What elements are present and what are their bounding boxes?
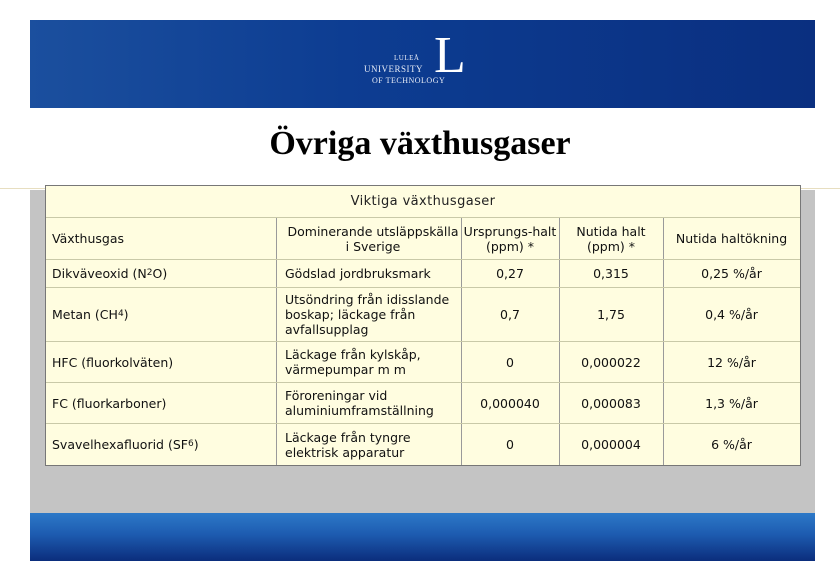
level-increase: 0,4 %/år — [705, 307, 758, 322]
table-row — [46, 260, 800, 287]
header-original: Ursprungs-halt (ppm) * — [463, 223, 557, 254]
logo-line-3: OF TECHNOLOGY — [372, 76, 446, 85]
original-level: 0 — [506, 354, 514, 370]
gas-name: Metan (CH 4 ) — [52, 307, 129, 322]
header-gas: Växthusgas — [52, 231, 125, 246]
header-increase: Nutida haltökning — [675, 231, 788, 246]
table-row — [46, 288, 800, 341]
table-header-row — [46, 218, 800, 259]
header-current: Nutida halt (ppm) * — [576, 223, 646, 254]
level-increase: 0,25 %/år — [701, 266, 762, 281]
logo-mark: L — [434, 27, 466, 84]
current-level: 1,75 — [597, 307, 625, 322]
gas-name: FC (fluorkarboner) — [52, 395, 167, 411]
university-logo — [360, 27, 490, 98]
emission-source: Läckage från kylskåp, värmepumpar m m — [285, 347, 421, 377]
original-level: 0,7 — [500, 307, 520, 322]
current-level: 0,000004 — [581, 437, 641, 452]
gas-name: Dikväveoxid (N 2 O) — [52, 266, 168, 281]
table-row — [46, 424, 800, 465]
current-level: 0,000022 — [581, 354, 641, 370]
original-level: 0 — [506, 437, 514, 452]
bottom-banner — [30, 513, 815, 561]
table-caption: Viktiga växthusgaser — [350, 194, 496, 209]
level-increase: 6 %/år — [711, 437, 752, 452]
emission-source: Föroreningar vid aluminiumframställning — [285, 388, 434, 418]
gas-name: Svavelhexafluorid (SF 6 ) — [52, 437, 199, 452]
original-level: 0,000040 — [480, 395, 540, 411]
emission-source: Gödslad jordbruksmark — [285, 266, 431, 281]
current-level: 0,000083 — [581, 395, 641, 411]
original-level: 0,27 — [496, 266, 524, 281]
table-row — [46, 342, 800, 382]
logo-line-1: LULEÅ — [394, 54, 420, 62]
greenhouse-gas-table — [45, 185, 801, 466]
level-increase: 12 %/år — [707, 354, 756, 370]
level-increase: 1,3 %/år — [705, 395, 758, 411]
current-level: 0,315 — [593, 266, 629, 281]
header-source: Dominerande utsläppskälla i Sverige — [287, 223, 459, 254]
slide-title: Övriga växthusgaser — [269, 125, 571, 162]
emission-source: Utsöndring från idisslande boskap; läckage från avfallsupplag — [285, 292, 450, 337]
gas-name: HFC (fluorkolväten) — [52, 354, 174, 370]
table-row — [46, 383, 800, 423]
emission-source: Läckage från tyngre elektrisk apparatur — [285, 429, 411, 460]
logo-line-2: UNIVERSITY — [364, 64, 423, 74]
